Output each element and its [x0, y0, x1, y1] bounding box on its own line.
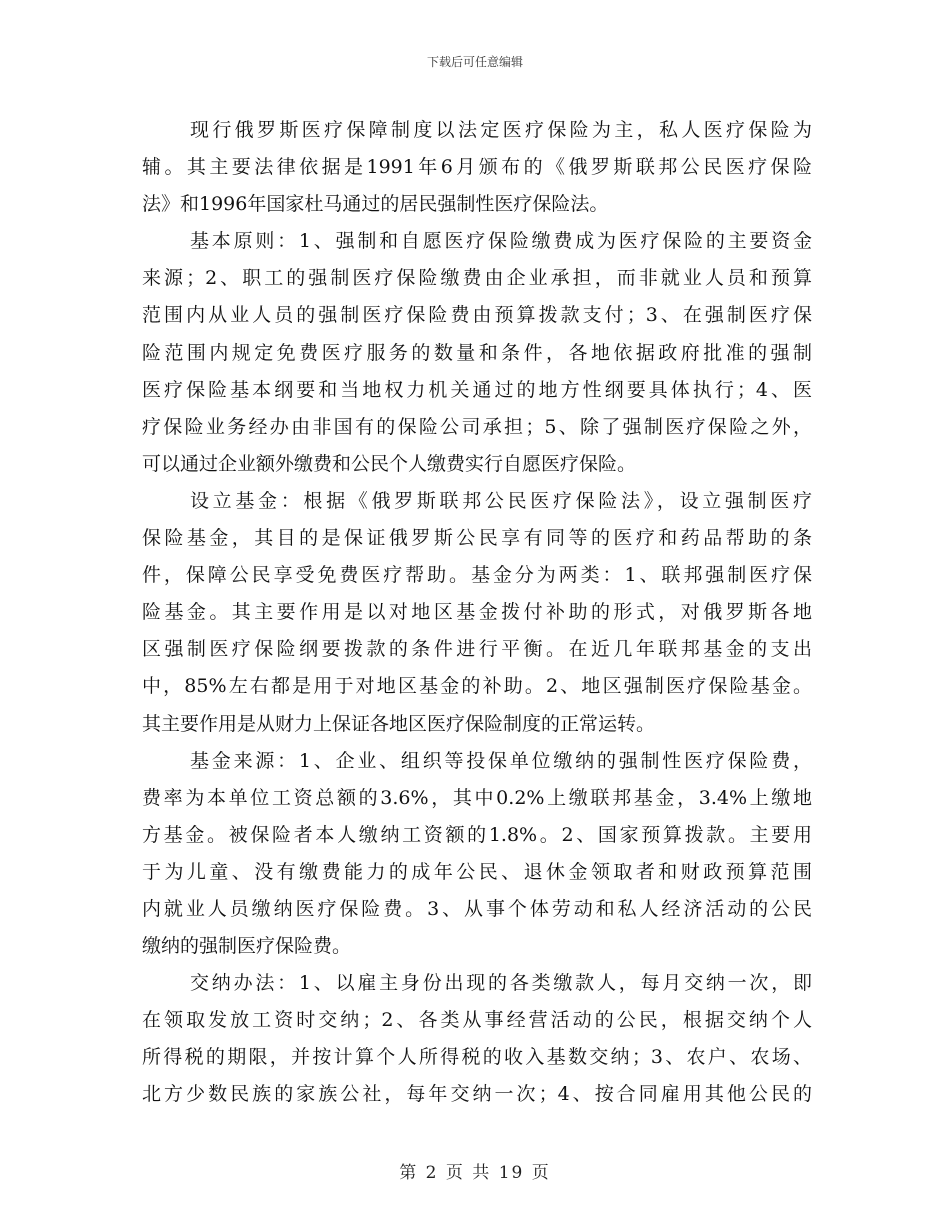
- paragraph-fund-sources-line: 基金来源：1、企业、组织等投保单位缴纳的强制性医疗保险费，: [190, 749, 812, 772]
- page-number-footer: 第 2 页 共 19 页: [399, 1163, 551, 1183]
- paragraph-fund-sources-line: 方基金。被保险者本人缴纳工资额的1.8%。2、国家预算拨款。主要用: [142, 823, 812, 846]
- paragraph-fund-establishment-line: 件，保障公民享受免费医疗帮助。基金分为两类：1、联邦强制医疗保: [142, 564, 812, 587]
- paragraph-payment-methods-line: 交纳办法：1、以雇主身份出现的各类缴款人，每月交纳一次，即: [190, 972, 812, 995]
- paragraph-payment-methods-line: 在领取发放工资时交纳；2、各类从事经营活动的公民，根据交纳个人: [142, 1009, 812, 1032]
- paragraph-basic-principles-line: 范围内从业人员的强制医疗保险费由预算拨款支付；3、在强制医疗保: [142, 304, 812, 327]
- paragraph-fund-sources-line: 费率为本单位工资总额的3.6%，其中0.2%上缴联邦基金，3.4%上缴地: [142, 786, 812, 809]
- paragraph-fund-establishment-line: 保险基金，其目的是保证俄罗斯公民享有同等的医疗和药品帮助的条: [142, 527, 812, 550]
- paragraph-intro-line: 现行俄罗斯医疗保障制度以法定医疗保险为主，私人医疗保险为: [190, 119, 812, 141]
- paragraph-basic-principles-line: 可以通过企业额外缴费和公民个人缴费实行自愿医疗保险。: [142, 452, 637, 475]
- paragraph-basic-principles-line: 险范围内规定免费医疗服务的数量和条件，各地依据政府批准的强制: [142, 341, 812, 364]
- paragraph-payment-methods-line: 所得税的期限，并按计算个人所得税的收入基数交纳；3、农户、农场、: [142, 1046, 812, 1069]
- paragraph-basic-principles-line: 来源；2、职工的强制医疗保险缴费由企业承担，而非就业人员和预算: [142, 267, 812, 290]
- paragraph-fund-sources-line: 缴纳的强制医疗保险费。: [142, 935, 352, 958]
- paragraph-basic-principles-line: 医疗保险基本纲要和当地权力机关通过的地方性纲要具体执行；4、医: [142, 378, 812, 401]
- paragraph-fund-establishment-line: 险基金。其主要作用是以对地区基金拨付补助的形式，对俄罗斯各地: [142, 601, 812, 624]
- document-body: [142, 112, 812, 1114]
- paragraph-fund-establishment-line: 设立基金：根据《俄罗斯联邦公民医疗保险法》，设立强制医疗: [190, 489, 812, 512]
- paragraph-intro-line: 法》和1996年国家杜马通过的居民强制性医疗保险法。: [142, 193, 609, 216]
- paragraph-fund-establishment-line: 其主要作用是从财力上保证各地区医疗保险制度的正常运转。: [142, 712, 656, 735]
- page-header: 下载后可任意编辑: [426, 55, 523, 69]
- paragraph-fund-establishment-line: 区强制医疗保险纲要拨款的条件进行平衡。在近几年联邦基金的支出: [142, 638, 812, 661]
- paragraph-basic-principles-line: 疗保险业务经办由非国有的保险公司承担；5、除了强制医疗保险之外，: [142, 415, 812, 438]
- paragraph-basic-principles-line: 基本原则：1、强制和自愿医疗保险缴费成为医疗保险的主要资金: [190, 230, 812, 253]
- paragraph-intro-line: 辅。其主要法律依据是1991年6月颁布的《俄罗斯联邦公民医疗保险: [142, 156, 812, 179]
- paragraph-fund-sources-line: 内就业人员缴纳医疗保险费。3、从事个体劳动和私人经济活动的公民: [142, 897, 812, 920]
- paragraph-fund-establishment-line: 中，85%左右都是用于对地区基金的补助。2、地区强制医疗保险基金。: [142, 675, 812, 698]
- paragraph-fund-sources-line: 于为儿童、没有缴费能力的成年公民、退休金领取者和财政预算范围: [142, 860, 812, 883]
- paragraph-payment-methods-line: 北方少数民族的家族公社，每年交纳一次；4、按合同雇用其他公民的: [142, 1083, 812, 1106]
